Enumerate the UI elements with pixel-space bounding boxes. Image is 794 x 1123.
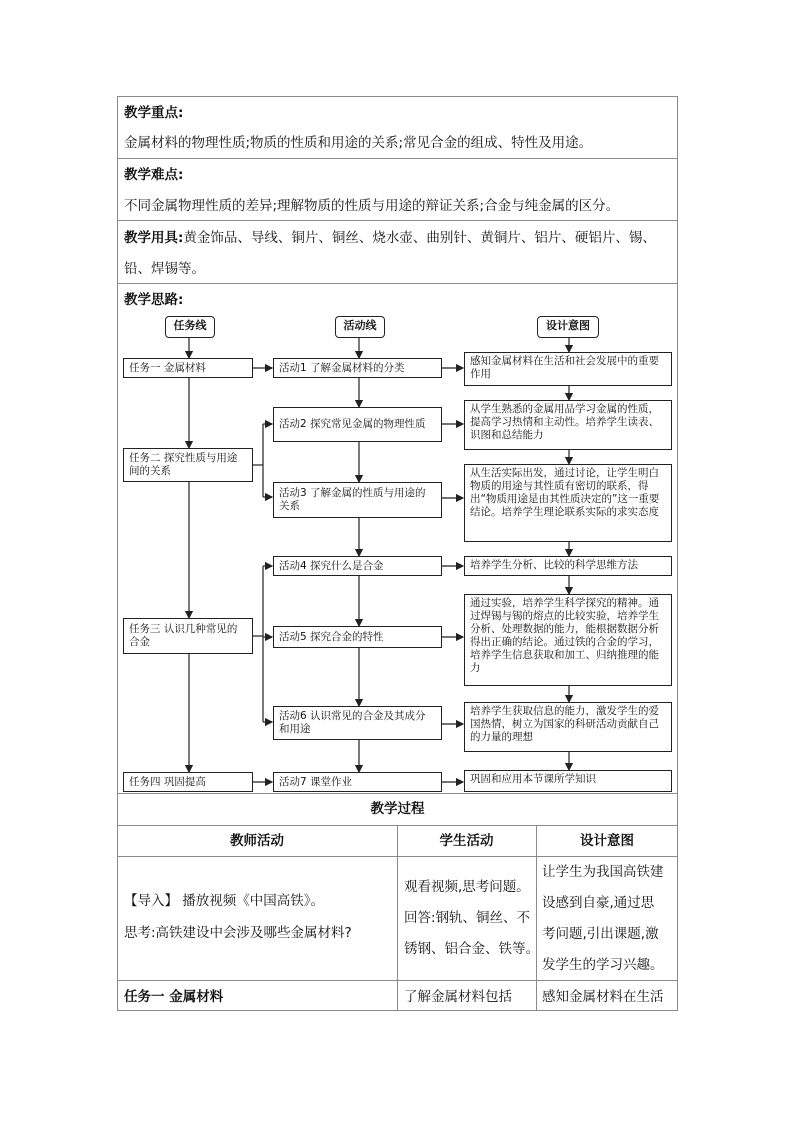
student-activity-line: 回答:钢轨、铜丝、不 bbox=[404, 910, 531, 926]
activity-box: 活动1 了解金属材料的分类 bbox=[273, 358, 442, 378]
tools-text: 黄金饰品、导线、铜片、铜丝、烧水壶、曲别针、黄铜片、铝片、硬铝片、锡、 bbox=[183, 230, 656, 246]
teacher-activity-line: 任务一 金属材料 bbox=[124, 989, 224, 1005]
column-header-student: 学生活动 bbox=[439, 833, 494, 849]
student-activity-line: 了解金属材料包括 bbox=[404, 989, 512, 1005]
design-box: 从生活实际出发，通过讨论，让学生明白物质的用途与其性质有密切的联系，得出“物质用途是由其性质决定的”这一重要结论。培养学生理论联系实际的求实态度 bbox=[464, 464, 672, 542]
tools-line1 bbox=[124, 230, 656, 246]
tools-line2: 铅、焊锡等。 bbox=[124, 261, 205, 277]
teacher-activity-line: 【导入】 播放视频《中国高铁》。 bbox=[124, 893, 325, 909]
activity-box: 活动7 课堂作业 bbox=[273, 772, 442, 792]
task-box: 任务四 巩固提高 bbox=[123, 772, 253, 792]
teaching-flow-diagram bbox=[117, 312, 678, 794]
divider bbox=[117, 283, 678, 284]
divider bbox=[117, 158, 678, 159]
student-activity-line: 观看视频,思考问题。 bbox=[404, 879, 530, 895]
process-title: 教学过程 bbox=[370, 801, 425, 817]
difficulty-text: 不同金属物理性质的差异;理解物质的性质与用途的辩证关系;合金与纯金属的区分。 bbox=[124, 198, 620, 214]
design-box: 感知金属材料在生活和社会发展中的重要作用 bbox=[464, 352, 672, 386]
design-box: 巩固和应用本节课所学知识 bbox=[464, 770, 672, 792]
column-header-teacher: 教师活动 bbox=[230, 833, 284, 849]
column-header-design: 设计意图 bbox=[580, 833, 634, 849]
activity-box: 活动3 了解金属的性质与用途的关系 bbox=[273, 482, 442, 518]
activity-box: 活动6 认识常见的合金及其成分和用途 bbox=[273, 706, 442, 740]
design-intent-line: 感知金属材料在生活 bbox=[542, 989, 664, 1005]
column-divider bbox=[397, 825, 398, 1011]
design-intent-line: 让学生为我国高铁建 bbox=[542, 864, 664, 880]
design-intent-line: 设感到自豪,通过思 bbox=[542, 895, 655, 911]
activity-box: 活动4 探究什么是合金 bbox=[273, 556, 442, 576]
student-activity-line: 锈钢、铝合金、铁等。 bbox=[404, 941, 539, 957]
design-box: 培养学生分析、比较的科学思维方法 bbox=[464, 556, 672, 576]
design-box: 从学生熟悉的金属用品学习金属的性质，提高学习热情和主动性。培养学生读表、识图和总结能力 bbox=[464, 400, 672, 450]
design-box: 通过实验，培养学生科学探究的精神。通过焊锡与锡的熔点的比较实验，培养学生分析、处理数据的能力，能根据数据分析得出正确的结论。通过铁的合金的学习，培养学生信息获取和加工、归纳推理的能力 bbox=[464, 594, 672, 686]
design-intent-line: 发学生的学习兴趣。 bbox=[542, 957, 664, 973]
idea-label: 教学思路: bbox=[124, 292, 184, 308]
column-divider bbox=[536, 825, 537, 1011]
activities-header: 活动线 bbox=[335, 316, 385, 338]
design-intent-line: 考问题,引出课题,激 bbox=[542, 926, 659, 942]
focus-label: 教学重点: bbox=[124, 105, 184, 121]
activity-box: 活动2 探究常见金属的物理性质 bbox=[273, 407, 442, 442]
tasks-header: 任务线 bbox=[165, 316, 215, 338]
task-box: 任务一 金属材料 bbox=[123, 358, 253, 378]
teacher-activity-line: 思考:高铁建设中会涉及哪些金属材料? bbox=[124, 925, 352, 941]
difficulty-label: 教学难点: bbox=[124, 167, 184, 183]
design-header: 设计意图 bbox=[537, 316, 599, 338]
design-box: 培养学生获取信息的能力，激发学生的爱国热情，树立为国家的科研活动贡献自己的力量的理想 bbox=[464, 702, 672, 752]
focus-text: 金属材料的物理性质;物质的性质和用途的关系;常见合金的组成、特性及用途。 bbox=[124, 135, 593, 151]
activity-box: 活动5 探究合金的特性 bbox=[273, 626, 442, 648]
divider bbox=[117, 220, 678, 221]
tools-label: 教学用具: bbox=[124, 230, 184, 246]
task-box: 任务二 探究性质与用途间的关系 bbox=[123, 448, 253, 482]
task-box: 任务三 认识几种常见的合金 bbox=[123, 618, 253, 654]
